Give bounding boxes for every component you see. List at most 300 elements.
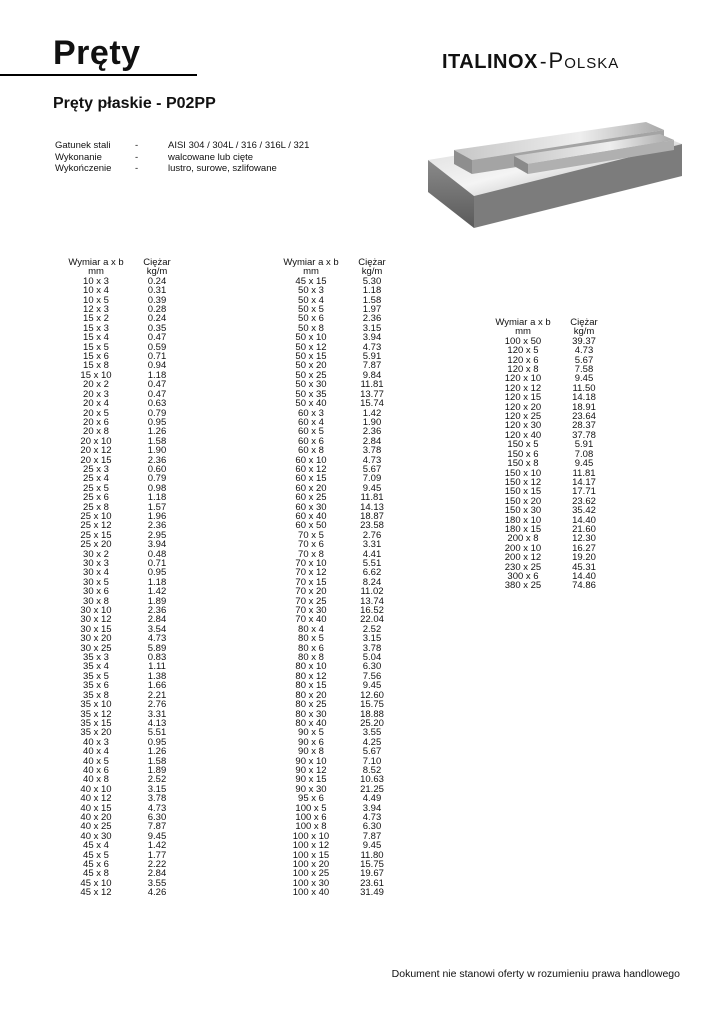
dimension-cell: 120 x 30 — [504, 420, 542, 432]
dimension-cell: 120 x 20 — [504, 401, 542, 413]
weight-cell: 1.89 — [147, 764, 167, 776]
weight-cell: 9.45 — [362, 840, 382, 852]
weight-cell: 4.73 — [574, 345, 594, 357]
dimension-cell: 40 x 10 — [80, 783, 112, 795]
weight-cell: 18.91 — [572, 401, 596, 413]
dimension-cell: 90 x 12 — [295, 764, 327, 776]
weight-cell: 3.94 — [147, 539, 167, 551]
weight-cell: 22.04 — [360, 614, 384, 626]
weight-table-column-3 — [482, 318, 604, 591]
weight-cell: 2.95 — [147, 529, 167, 541]
weight-cell: 1.66 — [147, 680, 167, 692]
dimension-cell: 60 x 20 — [295, 482, 327, 494]
weight-cell: 9.45 — [574, 458, 594, 470]
weight-cell: 2.84 — [147, 614, 167, 626]
dimension-cell: 90 x 6 — [298, 736, 324, 748]
weight-cell: 4.26 — [147, 887, 167, 899]
dimension-cell: 30 x 5 — [83, 576, 109, 588]
weight-cell: 4.73 — [147, 633, 167, 645]
dimension-cell: 60 x 3 — [298, 407, 324, 419]
weight-cell: 1.11 — [148, 661, 166, 673]
weight-cell: 2.52 — [147, 774, 167, 786]
weight-cell: 7.87 — [147, 821, 167, 833]
weight-cell: 2.36 — [147, 605, 167, 617]
dimension-cell: 20 x 10 — [80, 435, 112, 447]
weight-cell: 6.30 — [362, 661, 382, 673]
weight-cell: 4.73 — [147, 802, 167, 814]
page-title: Pręty — [53, 34, 141, 72]
spec-row-steel-grade — [55, 140, 309, 152]
spec-dash: - — [135, 151, 139, 163]
dimension-cell: 150 x 12 — [504, 476, 542, 488]
weight-cell: 0.83 — [147, 652, 167, 664]
weight-cell: 45.31 — [572, 561, 596, 573]
dimension-cell: 35 x 20 — [80, 727, 112, 739]
dimension-cell: 70 x 8 — [298, 548, 324, 560]
weight-cell: 1.90 — [362, 416, 382, 428]
dimension-cell: 60 x 25 — [295, 492, 327, 504]
weight-cell: 4.49 — [362, 793, 382, 805]
dimension-cell: 40 x 5 — [83, 755, 109, 767]
weight-cell: 0.79 — [147, 473, 167, 485]
dimension-cell: 100 x 50 — [504, 335, 542, 347]
header-weight-unit: kg/m — [573, 326, 595, 338]
weight-cell: 9.45 — [574, 373, 594, 385]
weight-cell: 0.71 — [147, 351, 167, 363]
weight-cell: 1.97 — [362, 304, 382, 316]
dimension-cell: 120 x 40 — [504, 429, 542, 441]
dimension-cell: 50 x 25 — [295, 369, 327, 381]
dimension-cell: 15 x 6 — [83, 351, 109, 363]
dimension-cell: 20 x 12 — [80, 445, 112, 457]
dimension-cell: 100 x 40 — [292, 887, 330, 899]
weight-cell: 9.84 — [362, 369, 382, 381]
weight-cell: 18.87 — [360, 510, 384, 522]
dimension-cell: 50 x 30 — [295, 379, 327, 391]
dimension-cell: 40 x 12 — [80, 793, 112, 805]
dimension-cell: 150 x 6 — [507, 448, 539, 460]
dimension-cell: 15 x 5 — [83, 341, 109, 353]
weight-cell: 7.58 — [574, 364, 594, 376]
weight-cell: 5.89 — [147, 642, 167, 654]
weight-cell: 16.27 — [572, 542, 596, 554]
dimension-cell: 70 x 5 — [298, 529, 324, 541]
spec-label: Gatunek stali — [55, 140, 111, 151]
weight-cell: 2.84 — [362, 435, 382, 447]
dimension-cell: 180 x 15 — [504, 523, 542, 535]
dimension-cell: 80 x 12 — [295, 670, 327, 682]
dimension-cell: 150 x 10 — [504, 467, 542, 479]
header-weight-unit: kg/m — [146, 266, 168, 278]
weight-cell: 0.71 — [147, 558, 167, 569]
dimension-cell: 25 x 8 — [83, 501, 109, 513]
weight-cell: 28.37 — [572, 420, 596, 432]
weight-cell: 1.42 — [147, 586, 167, 598]
dimension-cell: 80 x 5 — [298, 633, 324, 645]
weight-cell: 1.18 — [362, 285, 382, 297]
weight-cell: 25.20 — [360, 717, 384, 729]
header-dim: Wymiar a x b — [68, 257, 124, 268]
weight-cell: 35.42 — [572, 505, 596, 517]
table-rows — [482, 337, 604, 591]
dimension-cell: 120 x 15 — [504, 392, 542, 404]
weight-cell: 1.58 — [147, 755, 167, 767]
dimension-cell: 35 x 15 — [80, 717, 112, 729]
dimension-cell: 25 x 6 — [83, 492, 109, 504]
weight-cell: 0.47 — [147, 332, 167, 344]
dimension-cell: 300 x 6 — [507, 570, 539, 582]
weight-cell: 1.18 — [147, 492, 167, 504]
weight-cell: 11.80 — [360, 849, 384, 861]
weight-cell: 0.47 — [147, 379, 167, 391]
dimension-cell: 30 x 6 — [83, 586, 109, 598]
dimension-cell: 80 x 4 — [298, 623, 324, 635]
dimension-cell: 100 x 8 — [295, 821, 327, 833]
dimension-cell: 60 x 5 — [298, 426, 324, 438]
weight-cell: 12.60 — [360, 689, 384, 701]
weight-cell: 8.52 — [362, 764, 382, 776]
weight-cell: 0.47 — [147, 388, 167, 400]
dimension-cell: 50 x 12 — [295, 341, 327, 353]
dimension-cell: 25 x 15 — [80, 529, 112, 541]
dimension-cell: 30 x 2 — [83, 548, 109, 560]
dimension-cell: 10 x 3 — [83, 275, 109, 287]
dimension-cell: 80 x 10 — [295, 661, 327, 673]
dimension-cell: 35 x 5 — [83, 670, 109, 682]
weight-cell: 1.42 — [362, 407, 382, 419]
header-dim: Wymiar a x b — [283, 257, 339, 268]
dimension-cell: 100 x 12 — [292, 840, 330, 852]
weight-cell: 5.04 — [362, 652, 382, 664]
weight-cell: 7.08 — [574, 448, 594, 460]
dimension-cell: 80 x 40 — [295, 717, 327, 729]
weight-table-column-1 — [55, 258, 177, 898]
weight-cell: 2.36 — [147, 520, 167, 532]
dimension-cell: 20 x 15 — [80, 454, 112, 466]
dimension-cell: 70 x 30 — [295, 605, 327, 617]
weight-cell: 23.64 — [572, 411, 596, 423]
weight-cell: 5.51 — [147, 727, 167, 739]
spec-value: lustro, surowe, szlifowane — [168, 163, 277, 174]
dimension-cell: 60 x 8 — [298, 445, 324, 457]
weight-cell: 13.74 — [360, 595, 384, 607]
weight-cell: 7.10 — [362, 755, 382, 767]
weight-cell: 0.39 — [147, 294, 167, 306]
spec-dash: - — [135, 163, 139, 174]
dimension-cell: 180 x 10 — [504, 514, 542, 526]
weight-cell: 1.58 — [362, 294, 382, 306]
weight-cell: 2.36 — [362, 313, 382, 325]
dimension-cell: 60 x 4 — [298, 416, 324, 428]
weight-cell: 2.84 — [147, 868, 167, 880]
dimension-cell: 50 x 8 — [298, 322, 324, 334]
weight-cell: 1.26 — [147, 746, 167, 758]
weight-cell: 5.91 — [362, 351, 382, 363]
weight-cell: 11.02 — [360, 586, 384, 598]
weight-cell: 31.49 — [360, 887, 384, 899]
weight-cell: 1.26 — [147, 426, 167, 438]
weight-cell: 11.81 — [360, 379, 384, 391]
dimension-cell: 35 x 12 — [80, 708, 112, 720]
weight-cell: 17.71 — [572, 486, 596, 498]
dimension-cell: 15 x 10 — [80, 369, 112, 381]
weight-cell: 1.38 — [147, 670, 167, 682]
dimension-cell: 90 x 8 — [298, 746, 324, 758]
header-dim-unit: mm — [515, 326, 531, 338]
table-row — [270, 888, 392, 897]
header-dim-unit: mm — [88, 266, 104, 278]
dimension-cell: 35 x 8 — [83, 689, 109, 701]
weight-cell: 1.18 — [147, 576, 167, 588]
weight-cell: 1.18 — [147, 369, 167, 381]
dimension-cell: 50 x 10 — [295, 332, 327, 344]
weight-cell: 23.58 — [360, 520, 384, 532]
weight-cell: 3.15 — [147, 783, 167, 795]
weight-cell: 5.30 — [362, 275, 382, 287]
dimension-cell: 40 x 15 — [80, 802, 112, 814]
weight-cell: 3.15 — [362, 633, 382, 645]
dimension-cell: 50 x 4 — [298, 294, 324, 306]
weight-cell: 4.13 — [147, 717, 167, 729]
weight-cell: 1.77 — [147, 849, 167, 861]
weight-cell: 3.78 — [362, 642, 382, 654]
weight-cell: 5.67 — [362, 463, 382, 475]
weight-cell: 2.76 — [362, 529, 382, 541]
dimension-cell: 40 x 3 — [83, 736, 109, 748]
dimension-cell: 20 x 3 — [83, 388, 109, 400]
dimension-cell: 50 x 20 — [295, 360, 327, 372]
spec-label: Wykonanie — [55, 151, 102, 163]
weight-cell: 39.37 — [572, 335, 596, 347]
weight-cell: 21.25 — [360, 783, 384, 795]
header-weight: Ciężar — [358, 257, 386, 268]
dimension-cell: 60 x 30 — [295, 501, 327, 513]
weight-cell: 13.77 — [360, 388, 384, 400]
dimension-cell: 50 x 3 — [298, 285, 324, 297]
weight-cell: 5.51 — [362, 558, 382, 569]
weight-cell: 6.62 — [362, 567, 382, 579]
weight-cell: 3.15 — [362, 322, 382, 334]
dimension-cell: 30 x 25 — [80, 642, 112, 654]
weight-cell: 23.62 — [572, 495, 596, 507]
weight-table-column-2 — [270, 258, 392, 898]
dimension-cell: 40 x 8 — [83, 774, 109, 786]
weight-cell: 1.96 — [147, 510, 167, 522]
weight-cell: 4.25 — [362, 736, 382, 748]
weight-cell: 0.48 — [147, 548, 167, 560]
weight-cell: 1.57 — [147, 501, 167, 513]
weight-cell: 12.30 — [572, 533, 596, 545]
dimension-cell: 90 x 5 — [298, 727, 324, 739]
weight-cell: 11.50 — [572, 382, 596, 394]
weight-cell: 5.67 — [574, 354, 594, 366]
weight-cell: 14.40 — [572, 570, 596, 582]
weight-cell: 0.28 — [147, 304, 167, 316]
table-row — [55, 888, 177, 897]
dimension-cell: 200 x 10 — [504, 542, 542, 554]
weight-cell: 19.20 — [572, 552, 596, 564]
weight-cell: 3.55 — [362, 727, 382, 739]
specs-block — [55, 140, 309, 175]
weight-cell: 3.78 — [147, 793, 167, 805]
spec-row-finish — [55, 163, 309, 175]
dimension-cell: 200 x 8 — [507, 533, 539, 545]
dimension-cell: 100 x 25 — [292, 868, 330, 880]
dimension-cell: 25 x 4 — [83, 473, 109, 485]
dimension-cell: 30 x 8 — [83, 595, 109, 607]
dimension-cell: 150 x 5 — [507, 439, 539, 451]
dimension-cell: 50 x 15 — [295, 351, 327, 363]
dimension-cell: 30 x 12 — [80, 614, 112, 626]
dimension-cell: 40 x 30 — [80, 830, 112, 842]
dimension-cell: 70 x 15 — [295, 576, 327, 588]
dimension-cell: 30 x 4 — [83, 567, 109, 579]
dimension-cell: 80 x 30 — [295, 708, 327, 720]
company-logo — [442, 48, 619, 74]
spec-value: AISI 304 / 304L / 316 / 316L / 321 — [168, 140, 310, 151]
spec-value: walcowane lub cięte — [168, 151, 254, 163]
dimension-cell: 80 x 25 — [295, 699, 327, 711]
dimension-cell: 70 x 25 — [295, 595, 327, 607]
dimension-cell: 150 x 15 — [504, 486, 542, 498]
weight-cell: 3.31 — [362, 539, 382, 551]
weight-cell: 0.24 — [147, 313, 167, 325]
dimension-cell: 30 x 15 — [80, 623, 112, 635]
dimension-cell: 100 x 20 — [292, 859, 330, 870]
weight-cell: 0.35 — [147, 322, 167, 334]
dimension-cell: 50 x 5 — [298, 304, 324, 316]
weight-cell: 2.36 — [147, 454, 167, 466]
weight-cell: 2.52 — [362, 623, 382, 635]
dimension-cell: 150 x 8 — [507, 458, 539, 470]
dimension-cell: 45 x 4 — [83, 840, 109, 852]
table-rows — [55, 277, 177, 898]
dimension-cell: 45 x 6 — [83, 859, 109, 870]
weight-cell: 2.22 — [147, 859, 167, 870]
weight-cell: 0.24 — [147, 275, 167, 287]
spec-dash: - — [135, 140, 139, 151]
dimension-cell: 40 x 20 — [80, 811, 112, 823]
weight-cell: 14.40 — [572, 514, 596, 526]
dimension-cell: 25 x 5 — [83, 482, 109, 494]
weight-cell: 3.94 — [362, 332, 382, 344]
dimension-cell: 60 x 40 — [295, 510, 327, 522]
dimension-cell: 35 x 6 — [83, 680, 109, 692]
dimension-cell: 70 x 10 — [295, 558, 327, 569]
weight-cell: 2.76 — [147, 699, 167, 711]
weight-cell: 0.79 — [147, 407, 167, 419]
header-weight-unit: kg/m — [361, 266, 383, 278]
dimension-cell: 90 x 15 — [295, 774, 327, 786]
weight-cell: 0.31 — [147, 285, 167, 297]
dimension-cell: 25 x 20 — [80, 539, 112, 551]
dimension-cell: 20 x 8 — [83, 426, 109, 438]
dimension-cell: 120 x 8 — [507, 364, 539, 376]
weight-cell: 15.74 — [360, 398, 384, 410]
dimension-cell: 90 x 10 — [295, 755, 327, 767]
dimension-cell: 230 x 25 — [504, 561, 542, 573]
weight-cell: 5.91 — [574, 439, 594, 451]
header-dim: Wymiar a x b — [495, 317, 551, 328]
weight-cell: 11.81 — [360, 492, 384, 504]
weight-cell: 7.09 — [362, 473, 382, 485]
dimension-cell: 50 x 6 — [298, 313, 324, 325]
weight-cell: 0.95 — [147, 736, 167, 748]
weight-cell: 1.58 — [147, 435, 167, 447]
weight-cell: 4.41 — [362, 548, 382, 560]
weight-cell: 14.17 — [572, 476, 596, 488]
flat-bars-illustration — [424, 118, 684, 238]
dimension-cell: 15 x 4 — [83, 332, 109, 344]
dimension-cell: 80 x 20 — [295, 689, 327, 701]
weight-cell: 7.87 — [362, 830, 382, 842]
weight-cell: 0.59 — [147, 341, 167, 353]
product-subtitle: Pręty płaskie - P02PP — [53, 95, 216, 112]
dimension-cell: 25 x 10 — [80, 510, 112, 522]
dimension-cell: 200 x 12 — [504, 552, 542, 564]
dimension-cell: 380 x 25 — [504, 580, 542, 592]
dimension-cell: 15 x 3 — [83, 322, 109, 334]
dimension-cell: 10 x 5 — [83, 294, 109, 306]
dimension-cell: 60 x 50 — [295, 520, 327, 532]
weight-cell: 0.60 — [147, 463, 167, 475]
weight-cell: 3.94 — [362, 802, 382, 814]
dimension-cell: 150 x 20 — [504, 495, 542, 507]
weight-cell: 1.42 — [147, 840, 167, 852]
dimension-cell: 70 x 40 — [295, 614, 327, 626]
dimension-cell: 35 x 10 — [80, 699, 112, 711]
dimension-cell: 70 x 20 — [295, 586, 327, 598]
weight-cell: 4.73 — [362, 341, 382, 353]
weight-cell: 1.89 — [147, 595, 167, 607]
dimension-cell: 40 x 4 — [83, 746, 109, 758]
weight-cell: 19.67 — [360, 868, 384, 880]
weight-cell: 15.75 — [360, 859, 384, 870]
weight-cell: 21.60 — [572, 523, 596, 535]
weight-cell: 6.30 — [147, 811, 167, 823]
dimension-cell: 15 x 2 — [83, 313, 109, 325]
weight-cell: 0.95 — [147, 416, 167, 428]
weight-cell: 14.13 — [360, 501, 384, 513]
dimension-cell: 40 x 6 — [83, 764, 109, 776]
weight-cell: 4.73 — [362, 454, 382, 466]
weight-cell: 3.31 — [147, 708, 167, 720]
dimension-cell: 45 x 5 — [83, 849, 109, 861]
weight-cell: 7.56 — [362, 670, 382, 682]
dimension-cell: 30 x 20 — [80, 633, 112, 645]
weight-cell: 18.88 — [360, 708, 384, 720]
weight-cell: 3.55 — [147, 877, 167, 889]
dimension-cell: 20 x 6 — [83, 416, 109, 428]
dimension-cell: 60 x 10 — [295, 454, 327, 466]
dimension-cell: 100 x 30 — [292, 877, 330, 889]
logo-brand: ITALINOX — [442, 51, 538, 73]
dimension-cell: 120 x 10 — [504, 373, 542, 385]
weight-cell: 0.63 — [147, 398, 167, 410]
weight-cell: 15.75 — [360, 699, 384, 711]
dimension-cell: 45 x 10 — [80, 877, 112, 889]
dimension-cell: 100 x 6 — [295, 811, 327, 823]
dimension-cell: 35 x 3 — [83, 652, 109, 664]
header-weight: Ciężar — [143, 257, 171, 268]
weight-cell: 16.52 — [360, 605, 384, 617]
dimension-cell: 60 x 6 — [298, 435, 324, 447]
dimension-cell: 30 x 3 — [83, 558, 109, 569]
header-weight: Ciężar — [570, 317, 598, 328]
dimension-cell: 100 x 5 — [295, 802, 327, 814]
disclaimer-footer: Dokument nie stanowi oferty w rozumieniu prawa handlowego — [391, 968, 680, 980]
dimension-cell: 70 x 6 — [298, 539, 324, 551]
